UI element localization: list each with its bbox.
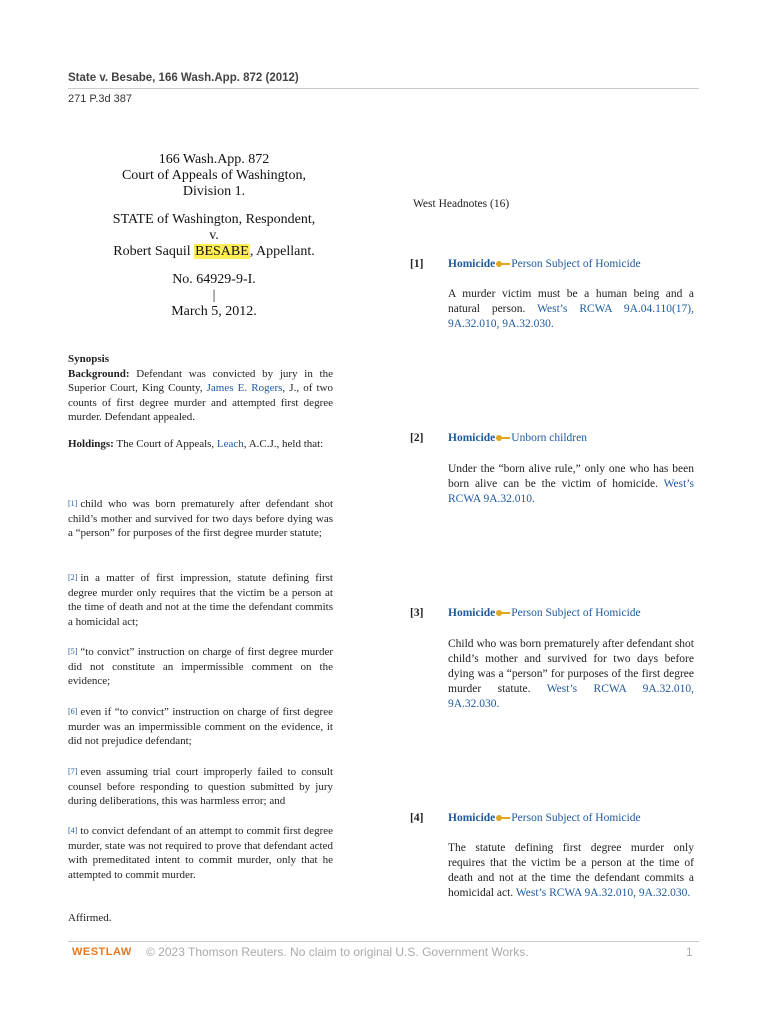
headnote-body: Child who was born prematurely after defendant shot child’s mother and survived for two days before dying was a “person” for purposes of the first degree murder statute. West’s RCWA 9A.32.010, 9A.32.030. xyxy=(448,638,694,710)
headnote-number: [2] xyxy=(410,432,424,444)
synopsis-section xyxy=(68,352,333,425)
versus: v. xyxy=(209,228,219,243)
statute-link[interactable]: West’s RCWA 9A.32.010. xyxy=(448,478,694,505)
judge-link-rogers[interactable]: James E. Rogers xyxy=(206,382,283,395)
key-number-icon xyxy=(496,434,510,442)
holding-item: [6] even if “to convict” instruction on charge of first degree murder was an impermissible comment on the evidence, it did not prejudice defendant; xyxy=(68,706,333,748)
holding-item: [1] child who was born prematurely after defendant shot child’s mother and survived for two days before dying was a “person” for purposes of the first degree murder statute; xyxy=(68,498,333,540)
headnote-number: [4] xyxy=(410,812,424,824)
reporter-citation: 166 Wash.App. 872 xyxy=(158,152,270,167)
holding-item: [7] even assuming trial court improperly failed to consult counsel before responding to question submitted by jury during deliberations, this was harmless error; and xyxy=(68,766,333,808)
header-divider xyxy=(68,88,699,89)
court-division: Division 1. xyxy=(182,184,246,199)
headnote-ref-link[interactable]: [1] xyxy=(68,499,78,508)
disposition: Affirmed. xyxy=(68,912,112,924)
headnote-body: The statute defining first degree murder only requires that the victim be a person at the time of death and not at the time the defendant commits a homicidal act. West’s RCWA 9A.32.010, 9A.32.030. xyxy=(448,842,694,899)
synopsis-heading: Synopsis xyxy=(68,353,109,365)
headnote-number: [3] xyxy=(410,607,424,619)
key-number-icon xyxy=(496,609,510,617)
statute-link[interactable]: West’s RCWA 9A.04.110(17), 9A.32.010, 9A.32.030. xyxy=(448,303,694,330)
headnote-ref-link[interactable]: [4] xyxy=(68,826,78,835)
headnote-ref-link[interactable]: [2] xyxy=(68,573,78,582)
holding-item: [2] in a matter of first impression, statute defining first degree murder only requires that the victim be a person at the time of death and not at the time the defendant commits a homicidal act; xyxy=(68,572,333,628)
westlaw-logo: WESTLAW xyxy=(72,946,132,958)
party-appellant: Robert Saquil BESABE, Appellant. xyxy=(113,244,315,259)
party-respondent: STATE of Washington, Respondent, xyxy=(112,212,316,227)
court-name: Court of Appeals of Washington, xyxy=(121,168,307,183)
holding-item: [4] to convict defendant of an attempt to commit first degree murder, state was not required to prove that defendant acted with premeditated intent to commit murder, only that he attempted to commit murder. xyxy=(68,825,333,881)
headnote-ref-link[interactable]: [5] xyxy=(68,647,78,656)
headnote-body: A murder victim must be a human being and a natural person. West’s RCWA 9A.04.110(17), 9A.32.010, 9A.32.030. xyxy=(448,288,694,330)
parallel-citation: 271 P.3d 387 xyxy=(68,93,133,105)
headnotes-title: West Headnotes (16) xyxy=(413,198,510,210)
caption-separator: | xyxy=(212,288,216,303)
headnote-ref-link[interactable]: [7] xyxy=(68,767,78,776)
footer-divider xyxy=(68,941,699,942)
holdings-intro: Holdings: The Court of Appeals, Leach, A.C.J., held that: xyxy=(68,438,324,450)
headnote-topic[interactable]: Homicide Person Subject of Homicide xyxy=(448,258,641,270)
background-paragraph: Background: Defendant was convicted by jury in the Superior Court, King County, James E. Rogers, J., of two counts of first degree murder and attempted first degree murder. Defendant appealed. xyxy=(68,367,334,424)
case-caption xyxy=(68,152,360,320)
statute-link[interactable]: West’s RCWA 9A.32.010, 9A.32.030. xyxy=(448,683,694,710)
document-citation: State v. Besabe, 166 Wash.App. 872 (2012) xyxy=(68,72,299,84)
decision-date: March 5, 2012. xyxy=(171,304,257,319)
headnote-number: [1] xyxy=(410,258,424,270)
search-term-highlight: BESABE xyxy=(195,244,249,259)
headnote-topic[interactable]: Homicide Person Subject of Homicide xyxy=(448,812,641,824)
statute-link[interactable]: West’s RCWA 9A.32.010, 9A.32.030. xyxy=(515,887,691,899)
headnote-body: Under the “born alive rule,” only one who has been born alive can be the victim of homicide. West’s RCWA 9A.32.010. xyxy=(448,463,694,505)
headnote-topic[interactable]: Homicide Person Subject of Homicide xyxy=(448,607,641,619)
copyright-notice: © 2023 Thomson Reuters. No claim to original U.S. Government Works. xyxy=(146,945,529,959)
key-number-icon xyxy=(496,260,510,268)
page-number: 1 xyxy=(686,945,693,959)
headnote-ref-link[interactable]: [6] xyxy=(68,707,78,716)
key-number-icon xyxy=(496,814,510,822)
holding-item: [5] “to convict” instruction on charge of first degree murder did not constitute an impermissible comment on the evidence; xyxy=(68,646,333,688)
docket-number: No. 64929-9-I. xyxy=(172,272,256,287)
judge-link-leach[interactable]: Leach xyxy=(216,438,244,450)
headnote-topic[interactable]: Homicide Unborn children xyxy=(448,432,587,444)
